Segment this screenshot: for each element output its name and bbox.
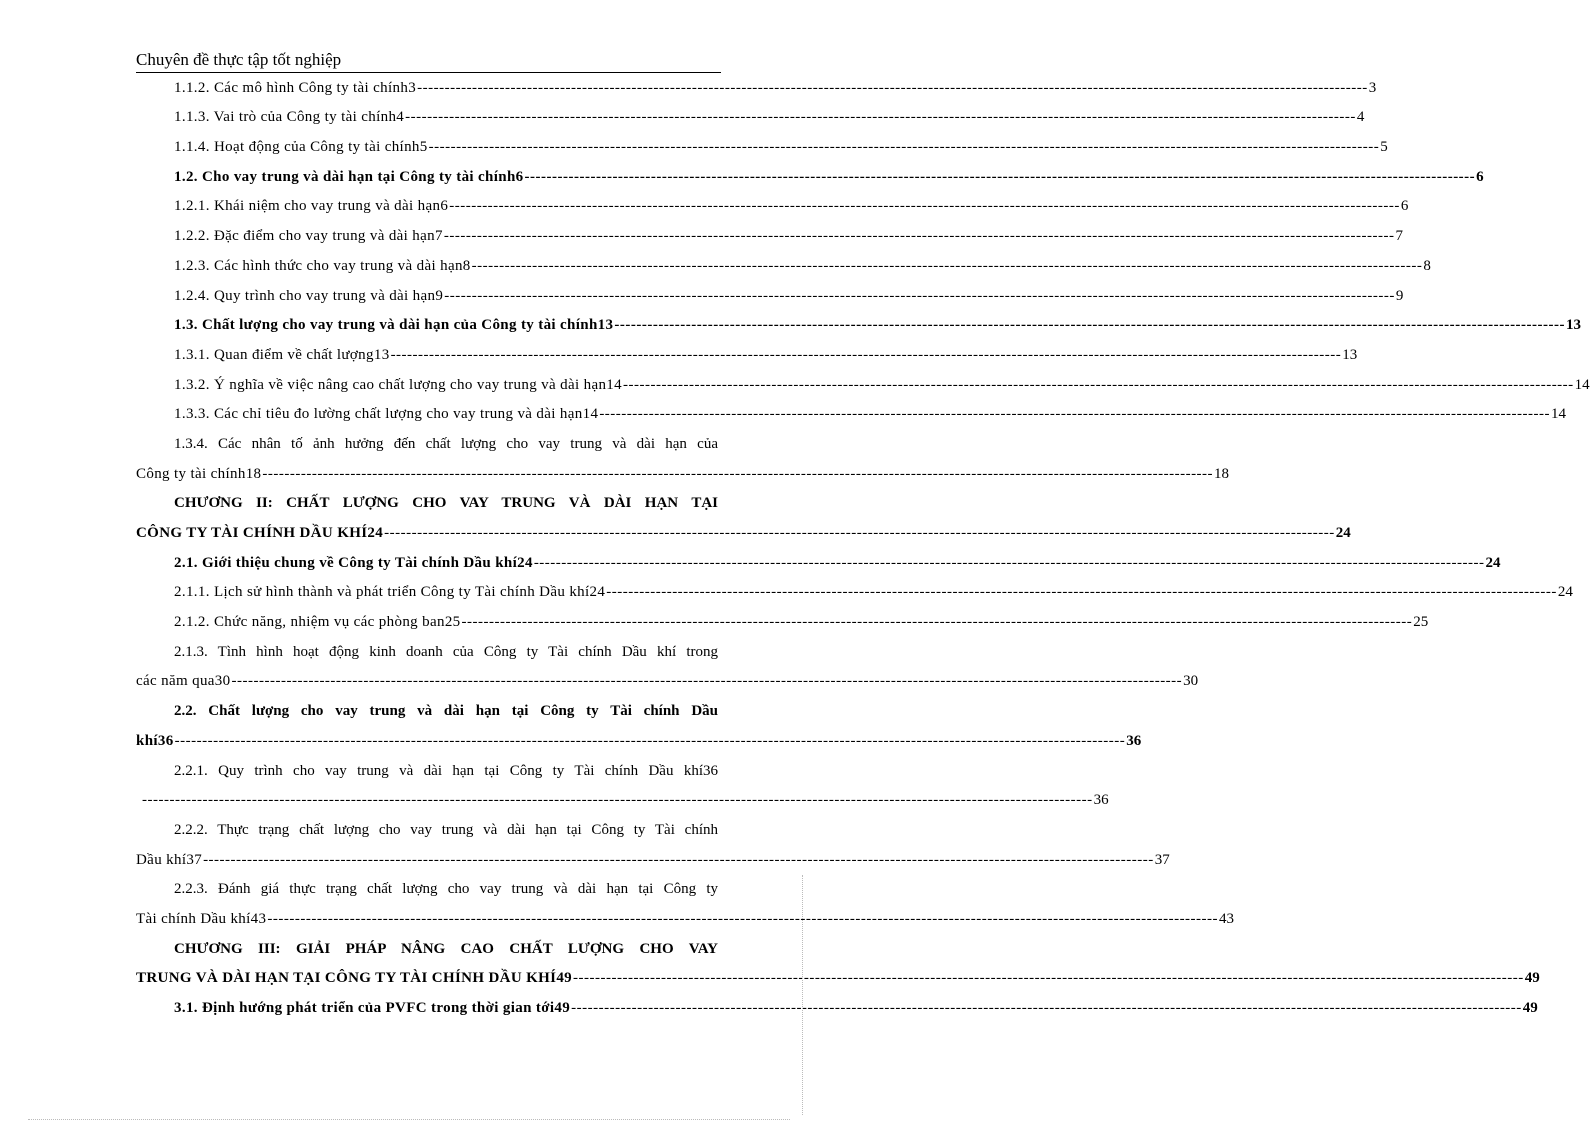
dot-leader: ----------------------------------------------------------------------------------------------------------------------------------------------------------------------------- — [262, 465, 1214, 482]
toc-page-number: 49 — [1522, 1000, 1538, 1016]
toc-entry — [136, 339, 1358, 369]
toc-page-number: 36 — [1093, 792, 1109, 809]
toc-entry-text: 2.1. Giới thiệu chung về Công ty Tài chính Dầu khí24 — [174, 554, 533, 571]
toc-section-line-1 — [136, 695, 718, 725]
dot-leader: ----------------------------------------------------------------------------------------------------------------------------------------------------------------------------- — [417, 79, 1368, 96]
toc-entry — [136, 280, 1404, 310]
page-right-border — [802, 875, 803, 1115]
running-header: Chuyên đề thực tập tốt nghiệp — [136, 50, 721, 73]
toc-chapter-line-2 — [136, 963, 1540, 993]
toc-entry-text: 3.1. Định hướng phát triển của PVFC trong thời gian tới49 — [174, 1000, 571, 1016]
toc-entry — [136, 577, 1573, 607]
toc-entry-text: Công ty tài chính18 — [136, 465, 262, 482]
toc-page-number: 30 — [1183, 673, 1199, 690]
dot-leader: ----------------------------------------------------------------------------------------------------------------------------------------------------------------------------- — [428, 139, 1380, 156]
toc-chapter-line-1 — [136, 488, 718, 518]
toc-chapter-title: CHƯƠNG II: CHẤT LƯỢNG CHO VAY TRUNG VÀ DÀI HẠN TẠI — [174, 495, 718, 512]
dot-leader: ----------------------------------------------------------------------------------------------------------------------------------------------------------------------------- — [390, 346, 1342, 363]
toc-page-number: 13 — [1566, 317, 1582, 334]
toc-section-line-2 — [136, 725, 1142, 755]
toc-page-number: 43 — [1219, 910, 1235, 927]
table-of-contents — [136, 72, 1590, 1022]
dot-leader: ----------------------------------------------------------------------------------------------------------------------------------------------------------------------------- — [384, 525, 1335, 541]
toc-entry-text: 1.2.3. Các hình thức cho vay trung và dài hạn8 — [174, 257, 471, 274]
toc-entry — [136, 220, 1404, 250]
dot-leader: ----------------------------------------------------------------------------------------------------------------------------------------------------------------------------- — [571, 1000, 1522, 1016]
toc-page-number: 37 — [1154, 851, 1170, 868]
dot-leader: ----------------------------------------------------------------------------------------------------------------------------------------------------------------------------- — [405, 109, 1356, 126]
toc-page-number: 14 — [1574, 376, 1590, 393]
toc-entry-line-1 — [136, 755, 718, 785]
toc-entry-line-2 — [136, 666, 1199, 696]
toc-page-number: 18 — [1214, 465, 1230, 482]
dot-leader: ----------------------------------------------------------------------------------------------------------------------------------------------------------------------------- — [203, 851, 1154, 868]
toc-entry-text: 1.2. Cho vay trung và dài hạn tại Công ty tài chính6 — [174, 168, 524, 185]
dot-leader: ----------------------------------------------------------------------------------------------------------------------------------------------------------------------------- — [267, 910, 1219, 927]
dot-leader: ----------------------------------------------------------------------------------------------------------------------------------------------------------------------------- — [573, 970, 1524, 987]
toc-page-number: 6 — [1400, 198, 1409, 215]
toc-page-number: 36 — [1126, 732, 1142, 749]
toc-page-number: 24 — [1485, 554, 1501, 571]
toc-chapter-title: CHƯƠNG III: GIẢI PHÁP NÂNG CAO CHẤT LƯỢNG CHO VAY — [174, 940, 718, 957]
dot-leader: ----------------------------------------------------------------------------------------------------------------------------------------------------------------------------- — [606, 584, 1557, 601]
toc-page-number: 6 — [1476, 168, 1484, 185]
toc-entry-line-1 — [136, 428, 718, 458]
toc-entry — [136, 250, 1431, 280]
toc-entry-text: 2.1.1. Lịch sử hình thành và phát triển Công ty Tài chính Dầu khí24 — [174, 584, 606, 601]
toc-entry — [136, 72, 1377, 102]
toc-entry — [136, 399, 1566, 429]
toc-chapter-title: TRUNG VÀ DÀI HẠN TẠI CÔNG TY TÀI CHÍNH DẦU KHÍ49 — [136, 970, 573, 987]
dot-leader: ----------------------------------------------------------------------------------------------------------------------------------------------------------------------------- — [524, 168, 1476, 185]
toc-entry-text: 1.3.2. Ý nghĩa về việc nâng cao chất lượng cho vay trung và dài hạn14 — [174, 376, 623, 393]
toc-entry-line-1 — [136, 636, 718, 666]
toc-section-entry — [136, 547, 1501, 577]
toc-entry-text: 2.1.3. Tình hình hoạt động kinh doanh của Công ty Tài chính Dầu khí trong — [174, 643, 718, 660]
toc-entry-text: 1.1.3. Vai trò của Công ty tài chính4 — [174, 109, 405, 126]
toc-page-number: 25 — [1413, 614, 1429, 631]
toc-section-entry — [136, 161, 1484, 191]
toc-entry-text: 1.1.2. Các mô hình Công ty tài chính3 — [174, 79, 417, 96]
dot-leader: ----------------------------------------------------------------------------------------------------------------------------------------------------------------------------- — [443, 228, 1395, 245]
toc-entry-text: 2.2.1. Quy trình cho vay trung và dài hạn tại Công ty Tài chính Dầu khí36 — [174, 762, 718, 779]
dot-leader: ----------------------------------------------------------------------------------------------------------------------------------------------------------------------------- — [174, 732, 1126, 749]
toc-entry-line-1 — [136, 874, 718, 904]
toc-entry-text: 2.2.3. Đánh giá thực trạng chất lượng cho vay trung và dài hạn tại Công ty — [174, 881, 718, 898]
toc-entry-line-1 — [136, 814, 718, 844]
toc-entry-text: 1.3. Chất lượng cho vay trung và dài hạn của Công ty tài chính13 — [174, 317, 614, 334]
toc-entry-text: 1.2.1. Khái niệm cho vay trung và dài hạn6 — [174, 198, 449, 215]
toc-entry-text: 1.2.2. Đặc điểm cho vay trung và dài hạn7 — [174, 228, 443, 245]
toc-chapter-line-2 — [136, 517, 1351, 547]
toc-chapter-title: CÔNG TY TÀI CHÍNH DẦU KHÍ24 — [136, 525, 384, 541]
toc-entry-line-2 — [136, 785, 1109, 815]
toc-page-number: 49 — [1524, 970, 1540, 987]
toc-page-number: 13 — [1342, 346, 1358, 363]
toc-chapter-line-1 — [136, 933, 718, 963]
toc-entry-text: 1.3.1. Quan điểm về chất lượng13 — [174, 346, 390, 363]
toc-entry-text: 1.3.3. Các chỉ tiêu đo lường chất lượng cho vay trung và dài hạn14 — [174, 406, 599, 423]
dot-leader: ----------------------------------------------------------------------------------------------------------------------------------------------------------------------------- — [444, 287, 1395, 304]
toc-section-entry — [136, 992, 1538, 1022]
dot-leader: ----------------------------------------------------------------------------------------------------------------------------------------------------------------------------- — [614, 317, 1566, 334]
toc-entry-line-2 — [136, 844, 1170, 874]
page-bottom-border — [28, 1119, 790, 1120]
toc-page-number: 24 — [1335, 525, 1351, 541]
toc-page-number: 4 — [1356, 109, 1365, 126]
toc-section-entry — [136, 310, 1582, 340]
toc-entry — [136, 191, 1409, 221]
toc-page-number: 7 — [1395, 228, 1404, 245]
toc-page-number: 14 — [1550, 406, 1566, 423]
toc-entry-line-2 — [136, 458, 1230, 488]
toc-entry-text: 2.2. Chất lượng cho vay trung và dài hạn tại Công ty Tài chính Dầu — [174, 703, 718, 720]
dot-leader: ----------------------------------------------------------------------------------------------------------------------------------------------------------------------------- — [623, 376, 1574, 393]
toc-page-number: 5 — [1380, 139, 1388, 156]
toc-entry-text: Tài chính Dầu khí43 — [136, 910, 267, 927]
toc-entry — [136, 102, 1365, 132]
dot-leader: ----------------------------------------------------------------------------------------------------------------------------------------------------------------------------- — [449, 198, 1400, 215]
toc-entry — [136, 369, 1590, 399]
toc-page-number: 3 — [1368, 79, 1377, 96]
toc-entry-text: Dầu khí37 — [136, 851, 203, 868]
toc-entry-text: 1.3.4. Các nhân tố ảnh hưởng đến chất lượng cho vay trung và dài hạn của — [174, 435, 718, 452]
dot-leader: ----------------------------------------------------------------------------------------------------------------------------------------------------------------------------- — [533, 554, 1485, 571]
dot-leader: ----------------------------------------------------------------------------------------------------------------------------------------------------------------------------- — [231, 673, 1183, 690]
toc-page-number: 9 — [1395, 287, 1404, 304]
dot-leader: ----------------------------------------------------------------------------------------------------------------------------------------------------------------------------- — [471, 257, 1423, 274]
toc-entry-text: 1.1.4. Hoạt động của Công ty tài chính5 — [174, 139, 428, 156]
toc-page-number: 8 — [1423, 257, 1431, 274]
toc-entry-text: khí36 — [136, 732, 174, 749]
dot-leader: ----------------------------------------------------------------------------------------------------------------------------------------------------------------------------- — [142, 792, 1093, 809]
toc-entry-text: 1.2.4. Quy trình cho vay trung và dài hạn9 — [174, 287, 444, 304]
toc-entry — [136, 131, 1388, 161]
dot-leader: ----------------------------------------------------------------------------------------------------------------------------------------------------------------------------- — [461, 614, 1413, 631]
dot-leader: ----------------------------------------------------------------------------------------------------------------------------------------------------------------------------- — [599, 406, 1550, 423]
toc-page-number: 24 — [1557, 584, 1573, 601]
toc-entry-text: 2.2.2. Thực trạng chất lượng cho vay trung và dài hạn tại Công ty Tài chính — [174, 821, 718, 838]
toc-entry-text: các năm qua30 — [136, 673, 231, 690]
toc-entry-text: 2.1.2. Chức năng, nhiệm vụ các phòng ban25 — [174, 614, 461, 631]
toc-entry-line-2 — [136, 903, 1235, 933]
toc-entry — [136, 606, 1429, 636]
